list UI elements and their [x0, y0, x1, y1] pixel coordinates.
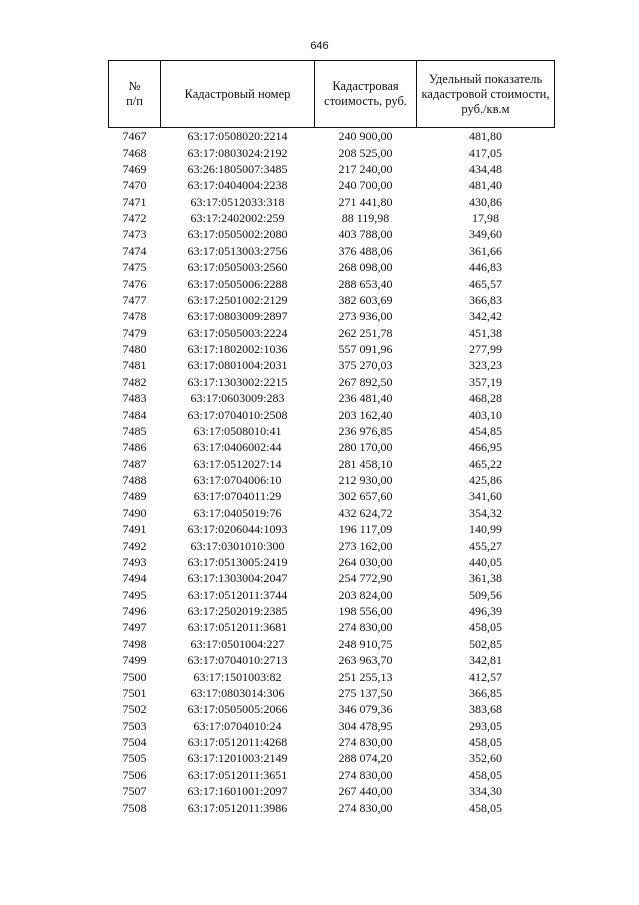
unit-value: 481,80 [469, 129, 502, 144]
cadastral-value: 88 119,98 [341, 211, 390, 226]
unit-value: 454,85 [469, 423, 502, 438]
unit-value: 323,23 [469, 358, 502, 373]
page-number: 646 [310, 40, 329, 52]
cadastral-value: 557 091,96 [338, 342, 393, 357]
cadastral-value: 274 830,00 [338, 620, 393, 635]
unit-value: 458,05 [469, 620, 502, 635]
cadastral-number: 63:17:0704011:29 [193, 489, 282, 504]
cadastral-value: 281 458,10 [338, 456, 393, 471]
cadastral-value: 288 653,40 [338, 276, 393, 291]
cadastral-number: 63:17:0803009:2897 [187, 309, 288, 324]
table-row [109, 587, 555, 603]
cadastral-value: 274 830,00 [338, 767, 393, 782]
header-row [109, 61, 555, 128]
unit-value: 140,99 [469, 522, 502, 537]
unit-value: 509,56 [469, 587, 502, 602]
cadastral-value: 240 900,00 [338, 129, 393, 144]
table-row [109, 456, 555, 472]
unit-value: 440,05 [469, 554, 502, 569]
cadastral-number: 63:17:0512011:4268 [187, 735, 288, 750]
cadastral-number: 63:17:0603009:283 [190, 391, 285, 406]
cadastral-number: 63:17:2501002:2129 [187, 292, 288, 307]
cadastral-value: 236 481,40 [338, 391, 393, 406]
table-row [109, 144, 555, 160]
row-number: 7491 [122, 522, 147, 537]
cadastral-number: 63:17:0404004:2238 [187, 178, 288, 193]
cadastral-value: 275 137,50 [338, 685, 393, 700]
row-number: 7499 [122, 653, 147, 668]
row-number: 7507 [122, 784, 147, 799]
row-number: 7473 [122, 227, 147, 242]
table-row [109, 505, 555, 521]
cadastral-value: 375 270,03 [338, 358, 393, 373]
cadastral-number: 63:17:0512011:3744 [187, 587, 288, 602]
unit-value: 361,38 [469, 571, 502, 586]
table-row [109, 701, 555, 717]
table-row [109, 374, 555, 390]
cadastral-number: 63:17:0801004:2031 [187, 358, 288, 373]
table-row [109, 668, 555, 684]
table-row [109, 439, 555, 455]
row-number: 7492 [122, 538, 147, 553]
row-number: 7501 [122, 685, 147, 700]
cadastral-number: 63:26:1805007:3485 [187, 161, 288, 176]
row-number: 7496 [122, 604, 147, 619]
table-header [109, 61, 555, 128]
unit-value: 354,32 [469, 505, 502, 520]
cadastral-number: 63:17:0512011:3986 [187, 800, 288, 815]
cadastral-value: 264 030,00 [338, 554, 393, 569]
cadastral-value: 217 240,00 [338, 161, 393, 176]
table-row [109, 685, 555, 701]
cadastral-number: 63:17:0512011:3651 [187, 767, 288, 782]
row-number: 7506 [122, 767, 147, 782]
table-row [109, 652, 555, 668]
cadastral-number: 63:17:2402002:259 [190, 211, 285, 226]
cadastral-number: 63:17:0405019:76 [193, 505, 282, 520]
row-number: 7481 [122, 358, 147, 373]
unit-value: 458,05 [469, 767, 502, 782]
row-number: 7468 [122, 145, 147, 160]
cadastral-value: 254 772,90 [338, 571, 393, 586]
unit-value: 277,99 [469, 342, 502, 357]
unit-value: 451,38 [469, 325, 502, 340]
table-row [109, 161, 555, 177]
cadastral-number: 63:17:0512011:3681 [187, 620, 288, 635]
cadastral-value: 262 251,78 [338, 325, 393, 340]
table-row [109, 767, 555, 783]
cadastral-number: 63:17:1501003:82 [193, 669, 282, 684]
cadastral-number: 63:17:0505005:2066 [187, 702, 288, 717]
row-number: 7476 [122, 276, 147, 291]
unit-value: 430,86 [469, 194, 502, 209]
cadastral-number: 63:17:2502019:2385 [187, 604, 288, 619]
row-number: 7503 [122, 718, 147, 733]
unit-value: 349,60 [469, 227, 502, 242]
table-body [109, 128, 555, 816]
cadastral-number: 63:17:0505003:2224 [187, 325, 288, 340]
row-number: 7471 [122, 194, 147, 209]
row-number: 7494 [122, 571, 147, 586]
table-row [109, 750, 555, 766]
unit-value: 293,05 [469, 718, 502, 733]
cadastral-value: 236 976,85 [338, 423, 393, 438]
cadastral-value: 432 624,72 [338, 505, 393, 520]
header-cadastral-number: Кадастровый номер [161, 61, 315, 128]
cadastral-value: 288 074,20 [338, 751, 393, 766]
cadastral-number: 63:17:0803024:2192 [187, 145, 288, 160]
cadastral-number: 63:17:0704010:2713 [187, 653, 288, 668]
table-row [109, 341, 555, 357]
row-number: 7475 [122, 260, 147, 275]
unit-value: 458,05 [469, 800, 502, 815]
cadastral-number: 63:17:0505003:2560 [187, 260, 288, 275]
table-row [109, 390, 555, 406]
unit-value: 412,57 [469, 669, 502, 684]
cadastral-value-table [108, 60, 555, 816]
row-number: 7484 [122, 407, 147, 422]
unit-value: 366,83 [469, 292, 502, 307]
row-number: 7482 [122, 374, 147, 389]
table-row [109, 259, 555, 275]
cadastral-value: 248 910,75 [338, 636, 393, 651]
unit-value: 17,98 [472, 211, 499, 226]
table-row [109, 472, 555, 488]
row-number: 7470 [122, 178, 147, 193]
cadastral-number: 63:17:0406002:44 [193, 440, 282, 455]
table-row [109, 799, 555, 815]
cadastral-number: 63:17:0704006:10 [193, 473, 282, 488]
table-row [109, 194, 555, 210]
cadastral-value: 280 170,00 [338, 440, 393, 455]
unit-value: 357,19 [469, 374, 502, 389]
row-number: 7477 [122, 292, 147, 307]
table-row [109, 243, 555, 259]
cadastral-value: 203 162,40 [338, 407, 393, 422]
unit-value: 496,39 [469, 604, 502, 619]
row-number: 7487 [122, 456, 147, 471]
cadastral-value: 208 525,00 [338, 145, 393, 160]
unit-value: 352,60 [469, 751, 502, 766]
table-row [109, 406, 555, 422]
table-row [109, 128, 555, 145]
unit-value: 417,05 [469, 145, 502, 160]
table-row [109, 292, 555, 308]
cadastral-number: 63:17:0704010:24 [193, 718, 282, 733]
row-number: 7469 [122, 161, 147, 176]
cadastral-number: 63:17:0501004:227 [190, 636, 285, 651]
table-row [109, 325, 555, 341]
header-cadastral-value: Кадастровая стоимость, руб. [315, 61, 417, 128]
cadastral-value: 267 440,00 [338, 784, 393, 799]
cadastral-number: 63:17:0505002:2080 [187, 227, 288, 242]
table-row [109, 357, 555, 373]
unit-value: 465,57 [469, 276, 502, 291]
cadastral-number: 63:17:0513003:2756 [187, 243, 288, 258]
row-number: 7486 [122, 440, 147, 455]
cadastral-value: 302 657,60 [338, 489, 393, 504]
table-row [109, 570, 555, 586]
unit-value: 403,10 [469, 407, 502, 422]
row-number: 7505 [122, 751, 147, 766]
cadastral-value: 240 700,00 [338, 178, 393, 193]
unit-value: 502,85 [469, 636, 502, 651]
unit-value: 468,28 [469, 391, 502, 406]
table-row [109, 734, 555, 750]
header-unit-value: Удельный показатель кадастровой стоимости, руб./кв.м [417, 61, 555, 128]
cadastral-number: 63:17:0512033:318 [190, 194, 285, 209]
table-row [109, 718, 555, 734]
table-row [109, 275, 555, 291]
unit-value: 465,22 [469, 456, 502, 471]
row-number: 7490 [122, 505, 147, 520]
unit-value: 446,83 [469, 260, 502, 275]
row-number: 7472 [122, 211, 147, 226]
unit-value: 481,40 [469, 178, 502, 193]
cadastral-number: 63:17:0513005:2419 [187, 554, 288, 569]
row-number: 7500 [122, 669, 147, 684]
table-row [109, 554, 555, 570]
cadastral-value: 267 892,50 [338, 374, 393, 389]
cadastral-number: 63:17:0803014:306 [190, 685, 285, 700]
unit-value: 342,42 [469, 309, 502, 324]
unit-value: 342,81 [469, 653, 502, 668]
cadastral-value: 346 079,36 [338, 702, 393, 717]
cadastral-number: 63:17:0508010:41 [193, 423, 282, 438]
cadastral-value: 273 162,00 [338, 538, 393, 553]
unit-value: 455,27 [469, 538, 502, 553]
cadastral-number: 63:17:0508020:2214 [187, 129, 288, 144]
table-row [109, 537, 555, 553]
unit-value: 341,60 [469, 489, 502, 504]
unit-value: 425,86 [469, 473, 502, 488]
cadastral-number: 63:17:0301010:300 [190, 538, 285, 553]
row-number: 7489 [122, 489, 147, 504]
cadastral-number: 63:17:0206044:1093 [187, 522, 288, 537]
row-number: 7495 [122, 587, 147, 602]
cadastral-value: 198 556,00 [338, 604, 393, 619]
row-number: 7478 [122, 309, 147, 324]
table-row [109, 210, 555, 226]
unit-value: 434,48 [469, 161, 502, 176]
unit-value: 383,68 [469, 702, 502, 717]
unit-value: 334,30 [469, 784, 502, 799]
row-number: 7498 [122, 636, 147, 651]
cadastral-value: 196 117,09 [338, 522, 393, 537]
row-number: 7508 [122, 800, 147, 815]
table-row [109, 308, 555, 324]
row-number: 7480 [122, 342, 147, 357]
unit-value: 361,66 [469, 243, 502, 258]
cadastral-value: 273 936,00 [338, 309, 393, 324]
table-row [109, 521, 555, 537]
cadastral-value: 203 824,00 [338, 587, 393, 602]
unit-value: 458,05 [469, 735, 502, 750]
header-row-number: № п/п [109, 61, 161, 128]
cadastral-value: 403 788,00 [338, 227, 393, 242]
table-row [109, 636, 555, 652]
cadastral-number: 63:17:0704010:2508 [187, 407, 288, 422]
unit-value: 366,85 [469, 685, 502, 700]
cadastral-value: 382 603,69 [338, 292, 393, 307]
cadastral-value: 274 830,00 [338, 735, 393, 750]
row-number: 7483 [122, 391, 147, 406]
cadastral-value: 304 478,95 [338, 718, 393, 733]
cadastral-value: 274 830,00 [338, 800, 393, 815]
table-row [109, 423, 555, 439]
cadastral-value: 263 963,70 [338, 653, 393, 668]
row-number: 7488 [122, 473, 147, 488]
cadastral-number: 63:17:1201003:2149 [187, 751, 288, 766]
unit-value: 466,95 [469, 440, 502, 455]
table-row [109, 783, 555, 799]
cadastral-number: 63:17:0512027:14 [193, 456, 282, 471]
table-row [109, 619, 555, 635]
row-number: 7479 [122, 325, 147, 340]
row-number: 7504 [122, 735, 147, 750]
row-number: 7467 [122, 129, 147, 144]
table-row [109, 488, 555, 504]
cadastral-number: 63:17:1802002:1036 [187, 342, 288, 357]
cadastral-number: 63:17:1303004:2047 [187, 571, 288, 586]
table-row [109, 177, 555, 193]
cadastral-number: 63:17:1303002:2215 [187, 374, 288, 389]
row-number: 7497 [122, 620, 147, 635]
row-number: 7493 [122, 554, 147, 569]
row-number: 7485 [122, 423, 147, 438]
cadastral-number: 63:17:0505006:2288 [187, 276, 288, 291]
cadastral-value: 376 488,06 [338, 243, 393, 258]
table-row [109, 603, 555, 619]
row-number: 7502 [122, 702, 147, 717]
cadastral-value: 212 930,00 [338, 473, 393, 488]
cadastral-value: 271 441,80 [338, 194, 393, 209]
cadastral-number: 63:17:1601001:2097 [187, 784, 288, 799]
cadastral-value: 268 098,00 [338, 260, 393, 275]
table-row [109, 226, 555, 242]
cadastral-value: 251 255,13 [338, 669, 393, 684]
row-number: 7474 [122, 243, 147, 258]
